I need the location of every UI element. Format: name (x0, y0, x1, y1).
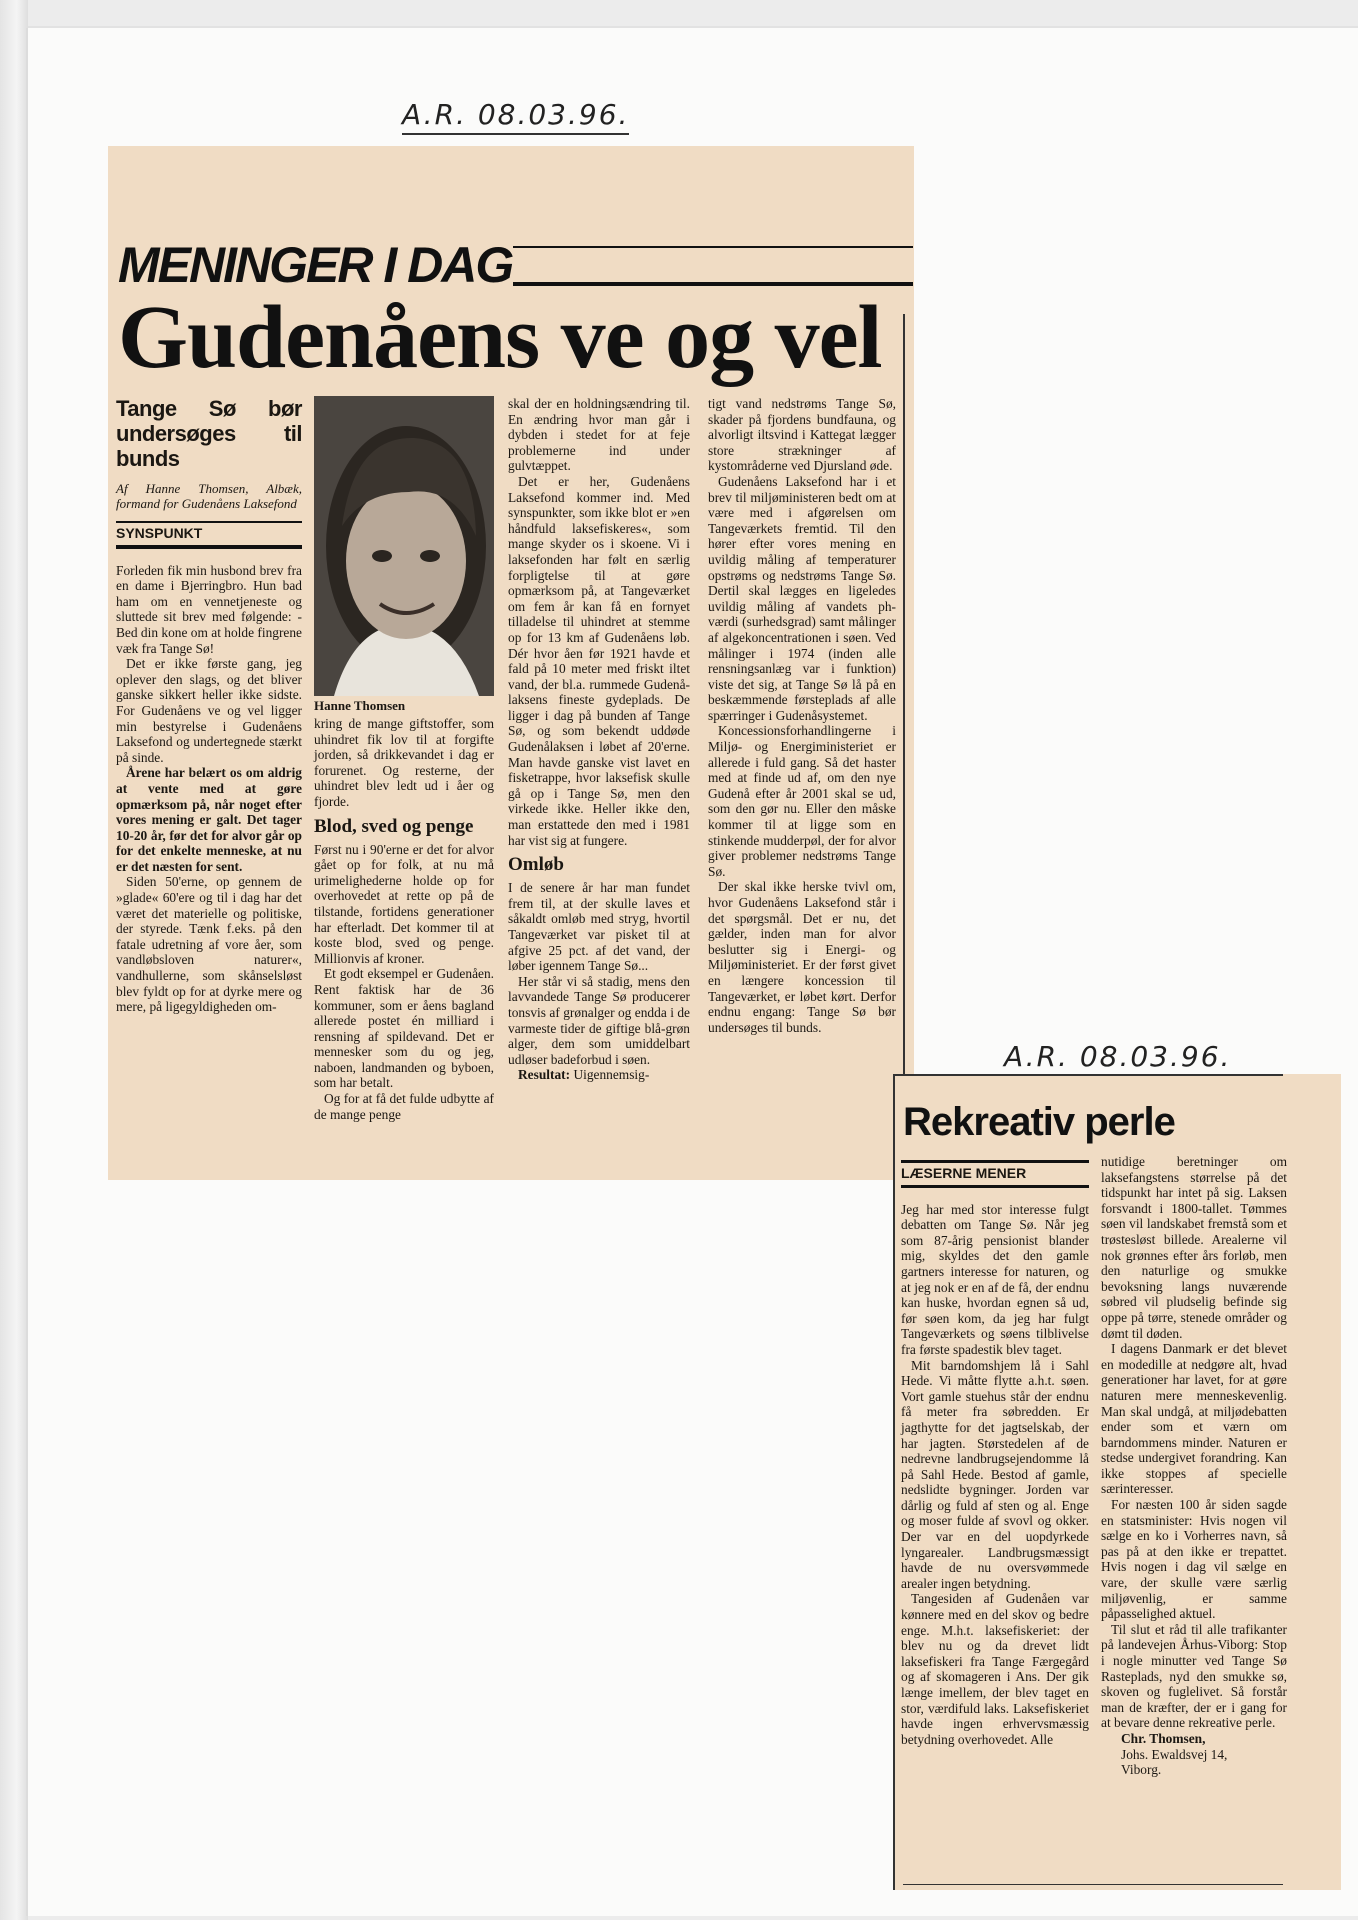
binder-edge (0, 0, 28, 1920)
photo-caption: Hanne Thomsen (314, 698, 406, 713)
kicker-rule (513, 246, 913, 248)
kicker: MENINGER I DAG (118, 237, 513, 293)
crosshead: Blod, sved og penge (314, 815, 474, 837)
paragraph: tigt vand nedstrøms Tange Sø, skader på fjordens bundfauna, og alvorligt iltsvind i Kattegat lægger store strækninger af kystområderne ved Djursland øde. (708, 396, 896, 474)
paragraph-bold: Årene har belært os om aldrig at vente med at gøre opmærksom på, når noget efter vores mening er galt. Det tager 10-20 år, før det for alvor går op for det enkelte menneske, at nu er det næsten for sent. (116, 765, 302, 874)
clip-bottom-rule (903, 1884, 1283, 1885)
paragraph: Uigennemsig- (573, 1067, 650, 1083)
paragraph: Her står vi så stadig, mens den lavvandede Tange Sø producerer tonsvis af grønalger og endda i de varmeste tider de giftige blå-grøn alger, dem som umiddelbart udløser badeforbud i søen. (508, 973, 690, 1067)
paragraph: Det er ikke første gang, jeg oplever den slags, og det bliver ganske sikkert heller ikke sidste. For Gudenåens ve og vel ligger min bestyrelse i Gudenåens Laksefond og undertegnede stærkt på sinde. (116, 656, 302, 765)
signature-address: Johs. Ewaldsvej 14, (1121, 1746, 1228, 1762)
paragraph: Et godt eksempel er Gudenåen. Rent faktisk har de 36 kommuner, som er åens bagland allerede postet én milliard i rensning af spildevand. Det er mennesker som du og jeg, naboen, landmanden og byboen, som har betalt. (314, 966, 494, 1091)
paragraph: nutidige beretninger om laksefangstens størrelse på det tidspunkt har intet på sig. Laksen forsvandt i 1800-tallet. Tømmes søen vil landskabet fremstå som et trøstesløst billede. Arealerne vil nok grønnes efter års forløb, men den naturlige og smukke bevoksning langs nuværende søbred vil pludselig befinde sig oppe på tørre, stenede områder og dømt til døden. (1101, 1154, 1287, 1341)
handwritten-note-a: A.R. 08.03.96. (402, 98, 629, 135)
paragraph: Gudenåens Laksefond har i et brev til miljøministeren bedt om at være med i afgørelsen om Tangeværkets fremtid. Til den hører efter vores mening en uvildig måling af temperaturer opstrøms og nedstrøms Tange Sø. Dertil skal lægges en ligeledes uvildig måling af vandets ph-værdi (surhedsgrad) samt målinger af algekoncentrationen i søen. Ved målinger i 1974 (inden alle rensningsanlæg var i funktion) viste det sig, at Tange Sø lå på en beskæmmende førsteplads af alle spærringer i Gudenåsystemet. (708, 473, 896, 723)
b-column-2 (1101, 1154, 1287, 1778)
signature-city: Viborg. (1121, 1762, 1162, 1778)
section-tag: SYNSPUNKT (116, 521, 302, 549)
paragraph: Mit barndomshjem lå i Sahl Hede. Vi måtte flytte a.h.t. søen. Vort gamle stuehus står der endnu få meter fra søbredden. Er jagthytte for det jagtselskab, der har jagten. Størstedelen af de nedrevne landbrugsejendomme lå på Sahl Hede. Bestod af gamle, nedslidte bygninger. Jorden var dårlig og fuld af sten og al. Enge og moser fulde af svovl og okker. Der var en del uopdyrkede lyngarealer. Landbrugsmæssigt havde de nu oversvømmede arealer ingen betydning. (901, 1357, 1089, 1591)
portrait-photo (314, 396, 494, 696)
b-column-1 (901, 1160, 1089, 1747)
paragraph: Til slut et råd til alle trafikanter på landevejen Århus-Viborg: Stop i nogle minutter ved Tange Sø Rasteplads, nyd den smukke sø, skoven og fuglelivet. Så forstår man de kræfter, der er i gang for at bevare denne rekreative perle. (1101, 1621, 1287, 1731)
paragraph: I dagens Danmark er det blevet en modedille at nedgøre alt, hvad generationer har lavet, for at gøre naturen mere menneskevenlig. Man skal undgå, at miljødebatten ender som et værn om barndommens minder. Naturen er stedse undergivet forandring. Kan ikke stoppes af specielle særinteresser. (1101, 1341, 1287, 1497)
clip-border-top (893, 1074, 1283, 1076)
section-tag-b: LÆSERNE MENER (901, 1160, 1089, 1188)
paragraph: Jeg har med stor interesse fulgt debatten om Tange Sø. Når jeg som 87-årig pensionist blander mig, skyldes det den gamle gartners interesse for naturen, og at jeg nok er en af de få, der endnu kan huske, hvordan egnen så ud, før søen kom, da jeg har fulgt Tangeværkets og søens tilblivelse fra første spadestik blev taget. (901, 1201, 1089, 1357)
column-3 (508, 396, 690, 1083)
paragraph: Først nu i 90'erne er det for alvor gået op for folk, at nu må urimelighederne holde op for overhovedet at rette op på de tilstande, fortidens generationer har efterladt. Det kommer til at koste blod, sved og penge. Millionvis af kroner. (314, 841, 494, 966)
column-2 (314, 716, 494, 1122)
byline: Af Hanne Thomsen, Albæk, formand for Gudenåens Laksefond (116, 481, 302, 511)
result-lead: Resultat: (518, 1067, 571, 1083)
column-1 (116, 396, 302, 1015)
headline-b: Rekreativ perle (903, 1100, 1175, 1144)
paragraph: Koncessionsforhandlingerne i Miljø- og Energiministeriet er allerede i fuld gang. Så det haster med at finde ud af, om den nye Gudenå efter år 2001 skal se ud, som den gør nu. Eller den måske kommer til at ligge som en stinkende mudderpøl, der for alvor giver problemer nedstrøms Tange Sø. (708, 723, 896, 879)
column-4 (708, 396, 896, 1035)
paragraph: Det er her, Gudenåens Laksefond kommer ind. Med synspunkter, som ikke blot er »en håndfuld laksefiskeres«, som mange skyder os i skoene. Vi i laksefonden har følt en særlig forpligtelse til at gøre opmærksom på, at Tangeværket om fem år kan få en fornyet tilladelse til uhindret at stemme op for 13 km af Gudenåens løb. Dér hvor åen før 1921 havde et fald på 10 meter med friskt iltet vand, der bl.a. rummede Gudenå-laksens fineste gydeplads. De ligger i dag på bunden af Tange Sø, og som bekendt uddøde Gudenålaksen i løbet af 20'erne. Man havde ganske vist lavet en fisketrappe, hvor laksefisk skulle gå op i Tange Sø, men den virkede ikke. Heller ikke den, man erstattede den med i 1981 har vist sig at fungere. (508, 473, 690, 848)
crosshead: Omløb (508, 854, 564, 876)
headline: Gudenåens ve og vel (118, 288, 882, 387)
paragraph: kring de mange giftstoffer, som uhindret fik lov til at forgifte jorden, så drikkevandet i dag er forurenet. Og resterne, der uhindret blev ledt ud i åer og fjorde. (314, 716, 494, 809)
handwritten-note-b: A.R. 08.03.96. (1004, 1040, 1232, 1073)
signature-name: Chr. Thomsen, (1121, 1730, 1206, 1746)
paragraph: Tangesiden af Gudenåen var kønnere med en del skov og bedre enge. M.h.t. laksefiskeriet: der blev nu og da drevet lidt laksefiskeri fra Tange Færgegård og af skomageren i Ans. Der gik længe imellem, der blev taget en stor, værdifuld laks. Laksefiskeriet havde ingen erhvervsmæssig betydning overhovedet. Alle (901, 1591, 1089, 1747)
portrait-image (314, 396, 494, 696)
subheadline: Tange Sø bør undersøges til bunds (116, 396, 302, 471)
paragraph: I de senere år har man fundet frem til, at der skulle laves et såkaldt omløb med stryg, hvortil Tangeværket var pisket til at afgive 25 pct. af det vand, der løber igennem Tange Sø... (508, 880, 690, 974)
clipping-gudenaaens (108, 146, 914, 1180)
paragraph: Forleden fik min husbond brev fra en dame i Bjerringbro. Hun bad ham om en vennetjeneste og sluttede sit brev med følgende: - Bed din kone om at holde fingrene væk fra Tange Sø! (116, 562, 302, 656)
clip-border-left (893, 1074, 895, 1890)
column-rule (903, 314, 905, 1174)
clipping-rekreativ-perle (893, 1074, 1341, 1890)
paragraph: skal der en holdningsændring til. En ændring hvor man går i dybden i stedet for at feje problemerne ind under gulvtæppet. (508, 396, 690, 474)
paragraph: Og for at få det fulde udbytte af de mange penge (314, 1091, 494, 1122)
paragraph: Siden 50'erne, op gennem de »glade« 60'ere og til i dag har det været det materielle og politiske, der styrede. Tænk f.eks. på den fatale udretning af vore åer, som vandløbsloven naturer«, vandhullerne, som skånselsløst blev fyldt op for at dyrke mere og mere, på ligegyldigheden om- (116, 874, 302, 1015)
paragraph: For næsten 100 år siden sagde en statsminister: Hvis nogen vil sælge en ko i Vorherres navn, så pas på at den ikke er trepattet. Hvis nogen i dag vil sælge en vare, der skulle være særlig miljøvenlig, er samme påpasselighed aktuel. (1101, 1497, 1287, 1622)
paragraph: Der skal ikke herske tvivl om, hvor Gudenåens Laksefond står i det spørgsmål. Det er nu, det gælder, inden man for alvor beslutter sig i Energi- og Miljøministeriet. Er der først givet en længere koncession til Tangeværket, er løbet kørt. Derfor endnu engang: Tange Sø bør undersøges til bunds. (708, 879, 896, 1035)
